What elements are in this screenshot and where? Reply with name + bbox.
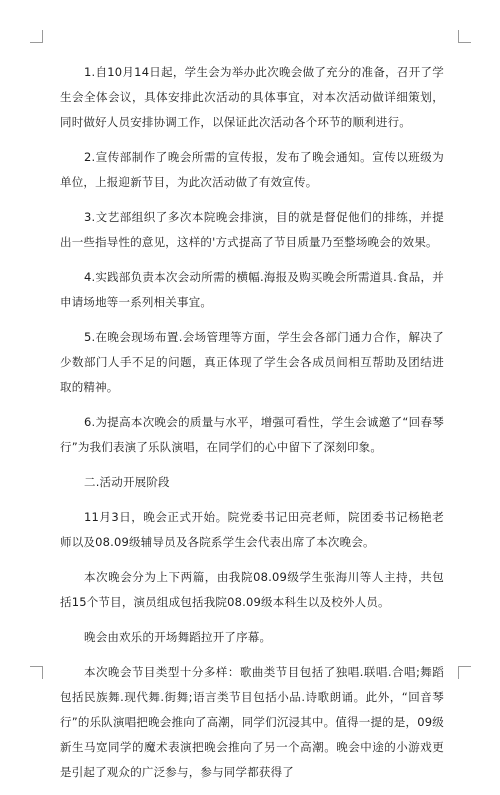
paragraph-prep-6: 6.为提高本次晚会的质量与水平，增强可看性，学生会诚邀了“回春琴行”为我们表演了乐队演唱，在同学们的心中留下了深刻印象。 [60,415,444,454]
document-body [60,60,444,795]
paragraph-prep-4: 4.实践部负责本次会动所需的横幅.海报及购买晚会所需道具.食品，并申请场地等一系列相关事宜。 [60,270,444,309]
crop-mark-bottom-right [458,666,471,679]
crop-mark-top-right [458,30,471,43]
paragraph-prep-5: 5.在晚会现场布置.会场管理等方面，学生会各部门通力合作，解决了少数部门人手不足的问题，真正体现了学生会各成员间相互帮助及团结进取的精神。 [60,330,444,394]
paragraph-prep-1: 1.自10月14日起，学生会为举办此次晚会做了充分的准备，召开了学生会全体会议，具体安排此次活动的具体事宜，对本次活动做详细策划，同时做好人员安排协调工作，以保证此次活动各个环节的顺利进行。 [60,65,444,129]
paragraph-opening: 晚会由欢乐的开场舞蹈拉开了序幕。 [84,630,272,644]
crop-mark-bottom-left [30,666,43,679]
paragraph-event-start: 11月3日，晚会正式开始。院党委书记田亮老师，院团委书记杨艳老师以及08.09级辅导员及各院系学生会代表出席了本次晚会。 [60,510,444,549]
crop-mark-top-left [30,30,43,43]
paragraph-program: 本次晚会节目类型十分多样：歌曲类节目包括了独唱.联唱.合唱;舞蹈包括民族舞.现代舞.街舞;语言类节目包括小品.诗歌朗诵。此外，“回音琴行”的乐队演唱把晚会推向了高潮，同学们沉浸其中。值得一提的是，09级新生马宽同学的魔术表演把晚会推向了另一个高潮。晚会中途的小游戏更是引起了观众的广泛参与，参与同学都获得了 [60,665,444,779]
paragraph-prep-2: 2.宣传部制作了晚会所需的宣传报，发布了晚会通知。宣传以班级为单位，上报迎新节目，为此次活动做了有效宣传。 [60,150,444,189]
paragraph-event-structure: 本次晚会分为上下两篇，由我院08.09级学生张海川等人主持，共包括15个节目，演员组成包括我院08.09级本科生以及校外人员。 [60,570,444,609]
section-heading: 二.活动开展阶段 [84,475,170,489]
paragraph-prep-3: 3.文艺部组织了多次本院晚会排演，目的就是督促他们的排练，并提出一些指导性的意见，这样的'方式提高了节目质量乃至整场晚会的效果。 [60,210,444,249]
